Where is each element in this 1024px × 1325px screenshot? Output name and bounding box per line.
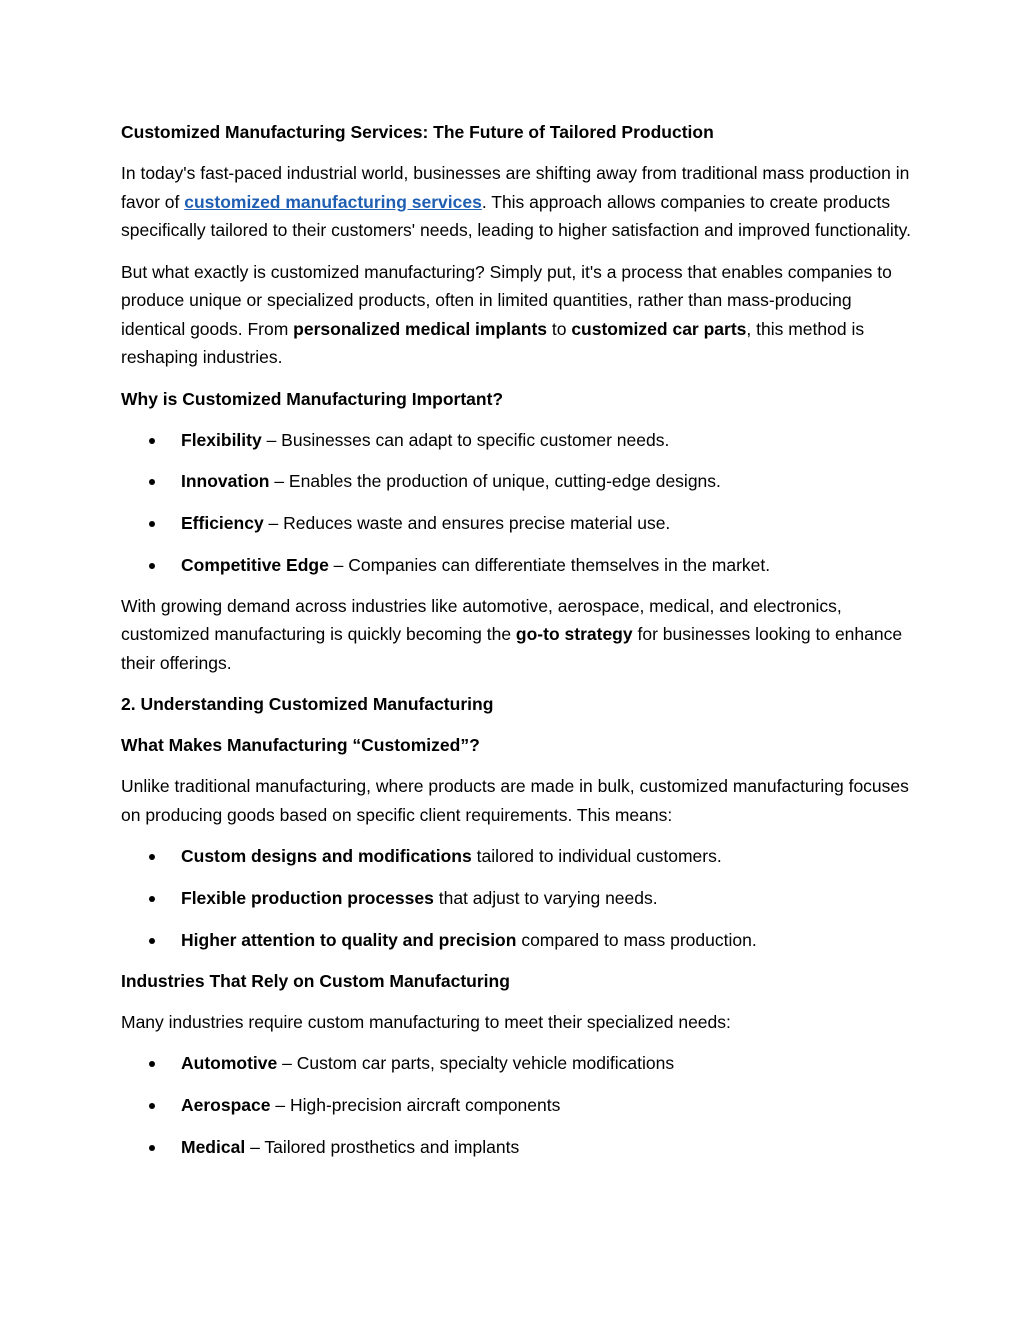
list-item [121,426,911,454]
bullet-icon [149,938,155,944]
list-item [121,884,911,912]
list-item [121,926,911,954]
bullet-icon [149,438,155,444]
list-item [121,842,911,870]
industries-intro-paragraph: Many industries require custom manufacturing to meet their specialized needs: [121,1011,731,1032]
list-item [121,1049,911,1077]
list-item-text: – Reduces waste and ensures precise material use. [263,513,671,534]
definition-bold-2: customized car parts [571,318,747,339]
list-item-text: – Businesses can adapt to specific customer needs. [261,429,670,450]
demand-bold: go-to strategy [515,624,633,645]
why-heading: Why is Customized Manufacturing Important? [121,388,504,409]
unlike-paragraph: Unlike traditional manufacturing, where products are made in bulk, customized manufacturing focuses on producing goods based on specific client requirements. This means: [121,776,909,825]
list-item-bold: Innovation [181,471,270,492]
list-item-bold: Competitive Edge [181,554,329,575]
document-page [121,118,911,1174]
what-makes-heading: What Makes Manufacturing “Customized”? [121,735,480,756]
list-item [121,1091,911,1119]
intro-text-1: In today's fast-paced industrial world, businesses are shifting away from traditional mass production in favor of [121,163,910,212]
list-item-text: – Custom car parts, specialty vehicle modifications [277,1053,675,1074]
list-item-text: – Tailored prosthetics and implants [245,1137,520,1158]
industries-list [121,1049,911,1161]
list-item-text: that adjust to varying needs. [433,888,658,909]
list-item-bold: Efficiency [181,513,264,534]
demand-paragraph [121,592,911,678]
bullet-icon [149,563,155,569]
bullet-icon [149,479,155,485]
bullet-icon [149,854,155,860]
means-list [121,842,911,954]
bullet-icon [149,521,155,527]
section-2-heading: 2. Understanding Customized Manufacturing [121,694,494,715]
list-item [121,1133,911,1161]
list-item-bold: Custom designs and modifications [181,846,472,867]
definition-text-2: to [547,318,572,339]
definition-paragraph [121,258,911,372]
list-item [121,509,911,537]
demand-text-2: for businesses looking to enhance their offerings. [121,624,903,673]
list-item-bold: Medical [181,1137,246,1158]
list-item-bold: Automotive [181,1053,278,1074]
customized-manufacturing-services-link[interactable]: customized manufacturing services [184,191,482,212]
bullet-icon [149,1061,155,1067]
definition-text-1: But what exactly is customized manufacturing? Simply put, it's a process that enables companies to produce unique or specialized products, often in limited quantities, rather than mass-producing identical goods. From [121,261,892,339]
list-item-bold: Higher attention to quality and precision [181,929,517,950]
intro-text-2: . This approach allows companies to create products specifically tailored to their customers' needs, leading to higher satisfaction and improved functionality. [121,191,911,240]
list-item [121,551,911,579]
list-item-text: – Enables the production of unique, cutting-edge designs. [269,471,721,492]
bullet-icon [149,896,155,902]
list-item-text: – Companies can differentiate themselves in the market. [328,554,771,575]
list-item [121,467,911,495]
definition-text-3: , this method is reshaping industries. [121,318,865,367]
bullet-icon [149,1145,155,1151]
why-list [121,426,911,579]
definition-bold-1: personalized medical implants [293,318,547,339]
document-title: Customized Manufacturing Services: The Future of Tailored Production [121,122,714,142]
list-item-bold: Aerospace [181,1095,271,1116]
list-item-bold: Flexible production processes [181,888,434,909]
bullet-icon [149,1103,155,1109]
intro-paragraph [121,159,911,245]
list-item-text: compared to mass production. [516,929,757,950]
industries-heading: Industries That Rely on Custom Manufacturing [121,970,510,991]
list-item-text: tailored to individual customers. [471,846,722,867]
list-item-bold: Flexibility [181,429,262,450]
list-item-text: – High-precision aircraft components [270,1095,561,1116]
demand-text-1: With growing demand across industries like automotive, aerospace, medical, and electronics, customized manufacturing is quickly becoming the [121,595,842,645]
